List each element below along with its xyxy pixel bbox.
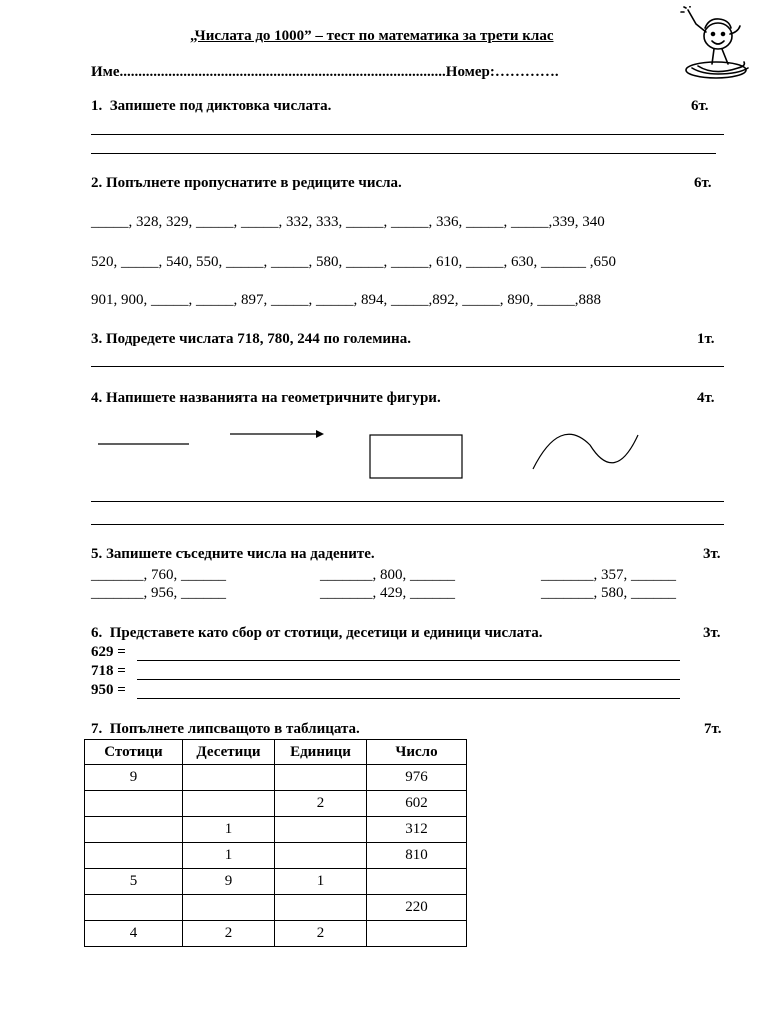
- page-title: „Числата до 1000” – тест по математика за трети клас: [190, 28, 554, 44]
- table-row: [85, 921, 467, 947]
- table-cell[interactable]: [85, 791, 183, 817]
- q6-answer-line[interactable]: [137, 698, 680, 699]
- q4-answer-line-1[interactable]: [91, 501, 724, 502]
- place-value-table: [84, 739, 467, 947]
- table-cell[interactable]: [85, 843, 183, 869]
- column-header: Десетици: [183, 740, 275, 765]
- q2-prompt: 2. Попълнете пропуснатите в редиците числа.: [91, 175, 402, 191]
- q6-item-label: 950 =: [91, 682, 126, 698]
- q7-prompt: 7. Попълнете липсващото в таблицата.: [91, 721, 360, 737]
- table-header-row: [85, 740, 467, 765]
- q3-points: 1т.: [697, 331, 715, 347]
- table-cell[interactable]: 2: [183, 921, 275, 947]
- q6-item-label: 629 =: [91, 644, 126, 660]
- q6-answer-line[interactable]: [137, 679, 680, 680]
- table-cell[interactable]: 976: [367, 765, 467, 791]
- q5-item[interactable]: _______, 800, ______: [320, 567, 455, 583]
- curve-shape: [533, 434, 638, 469]
- q1-answer-line-1[interactable]: [91, 134, 724, 135]
- table-cell[interactable]: [183, 895, 275, 921]
- q3-answer-line[interactable]: [91, 366, 724, 367]
- table-cell[interactable]: [275, 843, 367, 869]
- table-row: [85, 843, 467, 869]
- q5-prompt: 5. Запишете съседните числа на дадените.: [91, 546, 375, 562]
- q2-sequence-row-1[interactable]: _____, 328, 329, _____, _____, 332, 333, _____, _____, 336, _____, _____,339, 340: [91, 214, 605, 230]
- table-cell[interactable]: 220: [367, 895, 467, 921]
- table-cell[interactable]: 810: [367, 843, 467, 869]
- q3-prompt: 3. Подредете числата 718, 780, 244 по големина.: [91, 331, 411, 347]
- table-cell[interactable]: 2: [275, 921, 367, 947]
- waving-child-doodle-icon: [678, 6, 750, 84]
- q6-answer-line[interactable]: [137, 660, 680, 661]
- q2-sequence-row-2[interactable]: 520, _____, 540, 550, _____, _____, 580, _____, _____, 610, _____, 630, ______ ,650: [91, 254, 616, 270]
- q4-points: 4т.: [697, 390, 715, 406]
- table-cell[interactable]: 2: [275, 791, 367, 817]
- rectangle-shape: [370, 435, 462, 478]
- q5-item[interactable]: _______, 429, ______: [320, 585, 455, 601]
- table-cell[interactable]: [275, 765, 367, 791]
- table-cell[interactable]: [85, 895, 183, 921]
- q2-points: 6т.: [694, 175, 712, 191]
- q5-item[interactable]: _______, 760, ______: [91, 567, 226, 583]
- q1-answer-line-2[interactable]: [91, 153, 716, 154]
- q6-item-label: 718 =: [91, 663, 126, 679]
- q5-item[interactable]: _______, 956, ______: [91, 585, 226, 601]
- table-cell[interactable]: [183, 791, 275, 817]
- name-number-line[interactable]: Име.......................................................................................Номер:………….: [91, 64, 559, 80]
- table-cell[interactable]: 1: [183, 817, 275, 843]
- table-cell[interactable]: 602: [367, 791, 467, 817]
- table-cell[interactable]: [275, 895, 367, 921]
- table-cell[interactable]: [367, 869, 467, 895]
- table-row: [85, 869, 467, 895]
- table-row: [85, 895, 467, 921]
- table-row: [85, 765, 467, 791]
- q7-points: 7т.: [704, 721, 722, 737]
- table-cell[interactable]: [85, 817, 183, 843]
- table-cell[interactable]: 312: [367, 817, 467, 843]
- q6-prompt: 6. Представете като сбор от стотици, десетици и единици числата.: [91, 625, 543, 641]
- q2-sequence-row-3[interactable]: 901, 900, _____, _____, 897, _____, _____, 894, _____,892, _____, 890, _____,888: [91, 292, 601, 308]
- q4-prompt: 4. Напишете названията на геометричните фигури.: [91, 390, 441, 406]
- column-header: Число: [367, 740, 467, 765]
- q1-prompt: 1. Запишете под диктовка числата.: [91, 98, 332, 114]
- column-header: Стотици: [85, 740, 183, 765]
- table-cell[interactable]: 5: [85, 869, 183, 895]
- column-header: Единици: [275, 740, 367, 765]
- q5-item[interactable]: _______, 580, ______: [541, 585, 676, 601]
- table-cell[interactable]: 1: [275, 869, 367, 895]
- table-cell[interactable]: 9: [85, 765, 183, 791]
- q6-points: 3т.: [703, 625, 721, 641]
- q5-points: 3т.: [703, 546, 721, 562]
- q4-shapes: [90, 420, 660, 482]
- table-cell[interactable]: 4: [85, 921, 183, 947]
- q5-item[interactable]: _______, 357, ______: [541, 567, 676, 583]
- table-cell[interactable]: [275, 817, 367, 843]
- table-cell[interactable]: [367, 921, 467, 947]
- table-row: [85, 817, 467, 843]
- table-cell[interactable]: [183, 765, 275, 791]
- ray-shape: [230, 430, 324, 438]
- q4-answer-line-2[interactable]: [91, 524, 724, 525]
- table-cell[interactable]: 1: [183, 843, 275, 869]
- table-cell[interactable]: 9: [183, 869, 275, 895]
- table-row: [85, 791, 467, 817]
- q1-points: 6т.: [691, 98, 709, 114]
